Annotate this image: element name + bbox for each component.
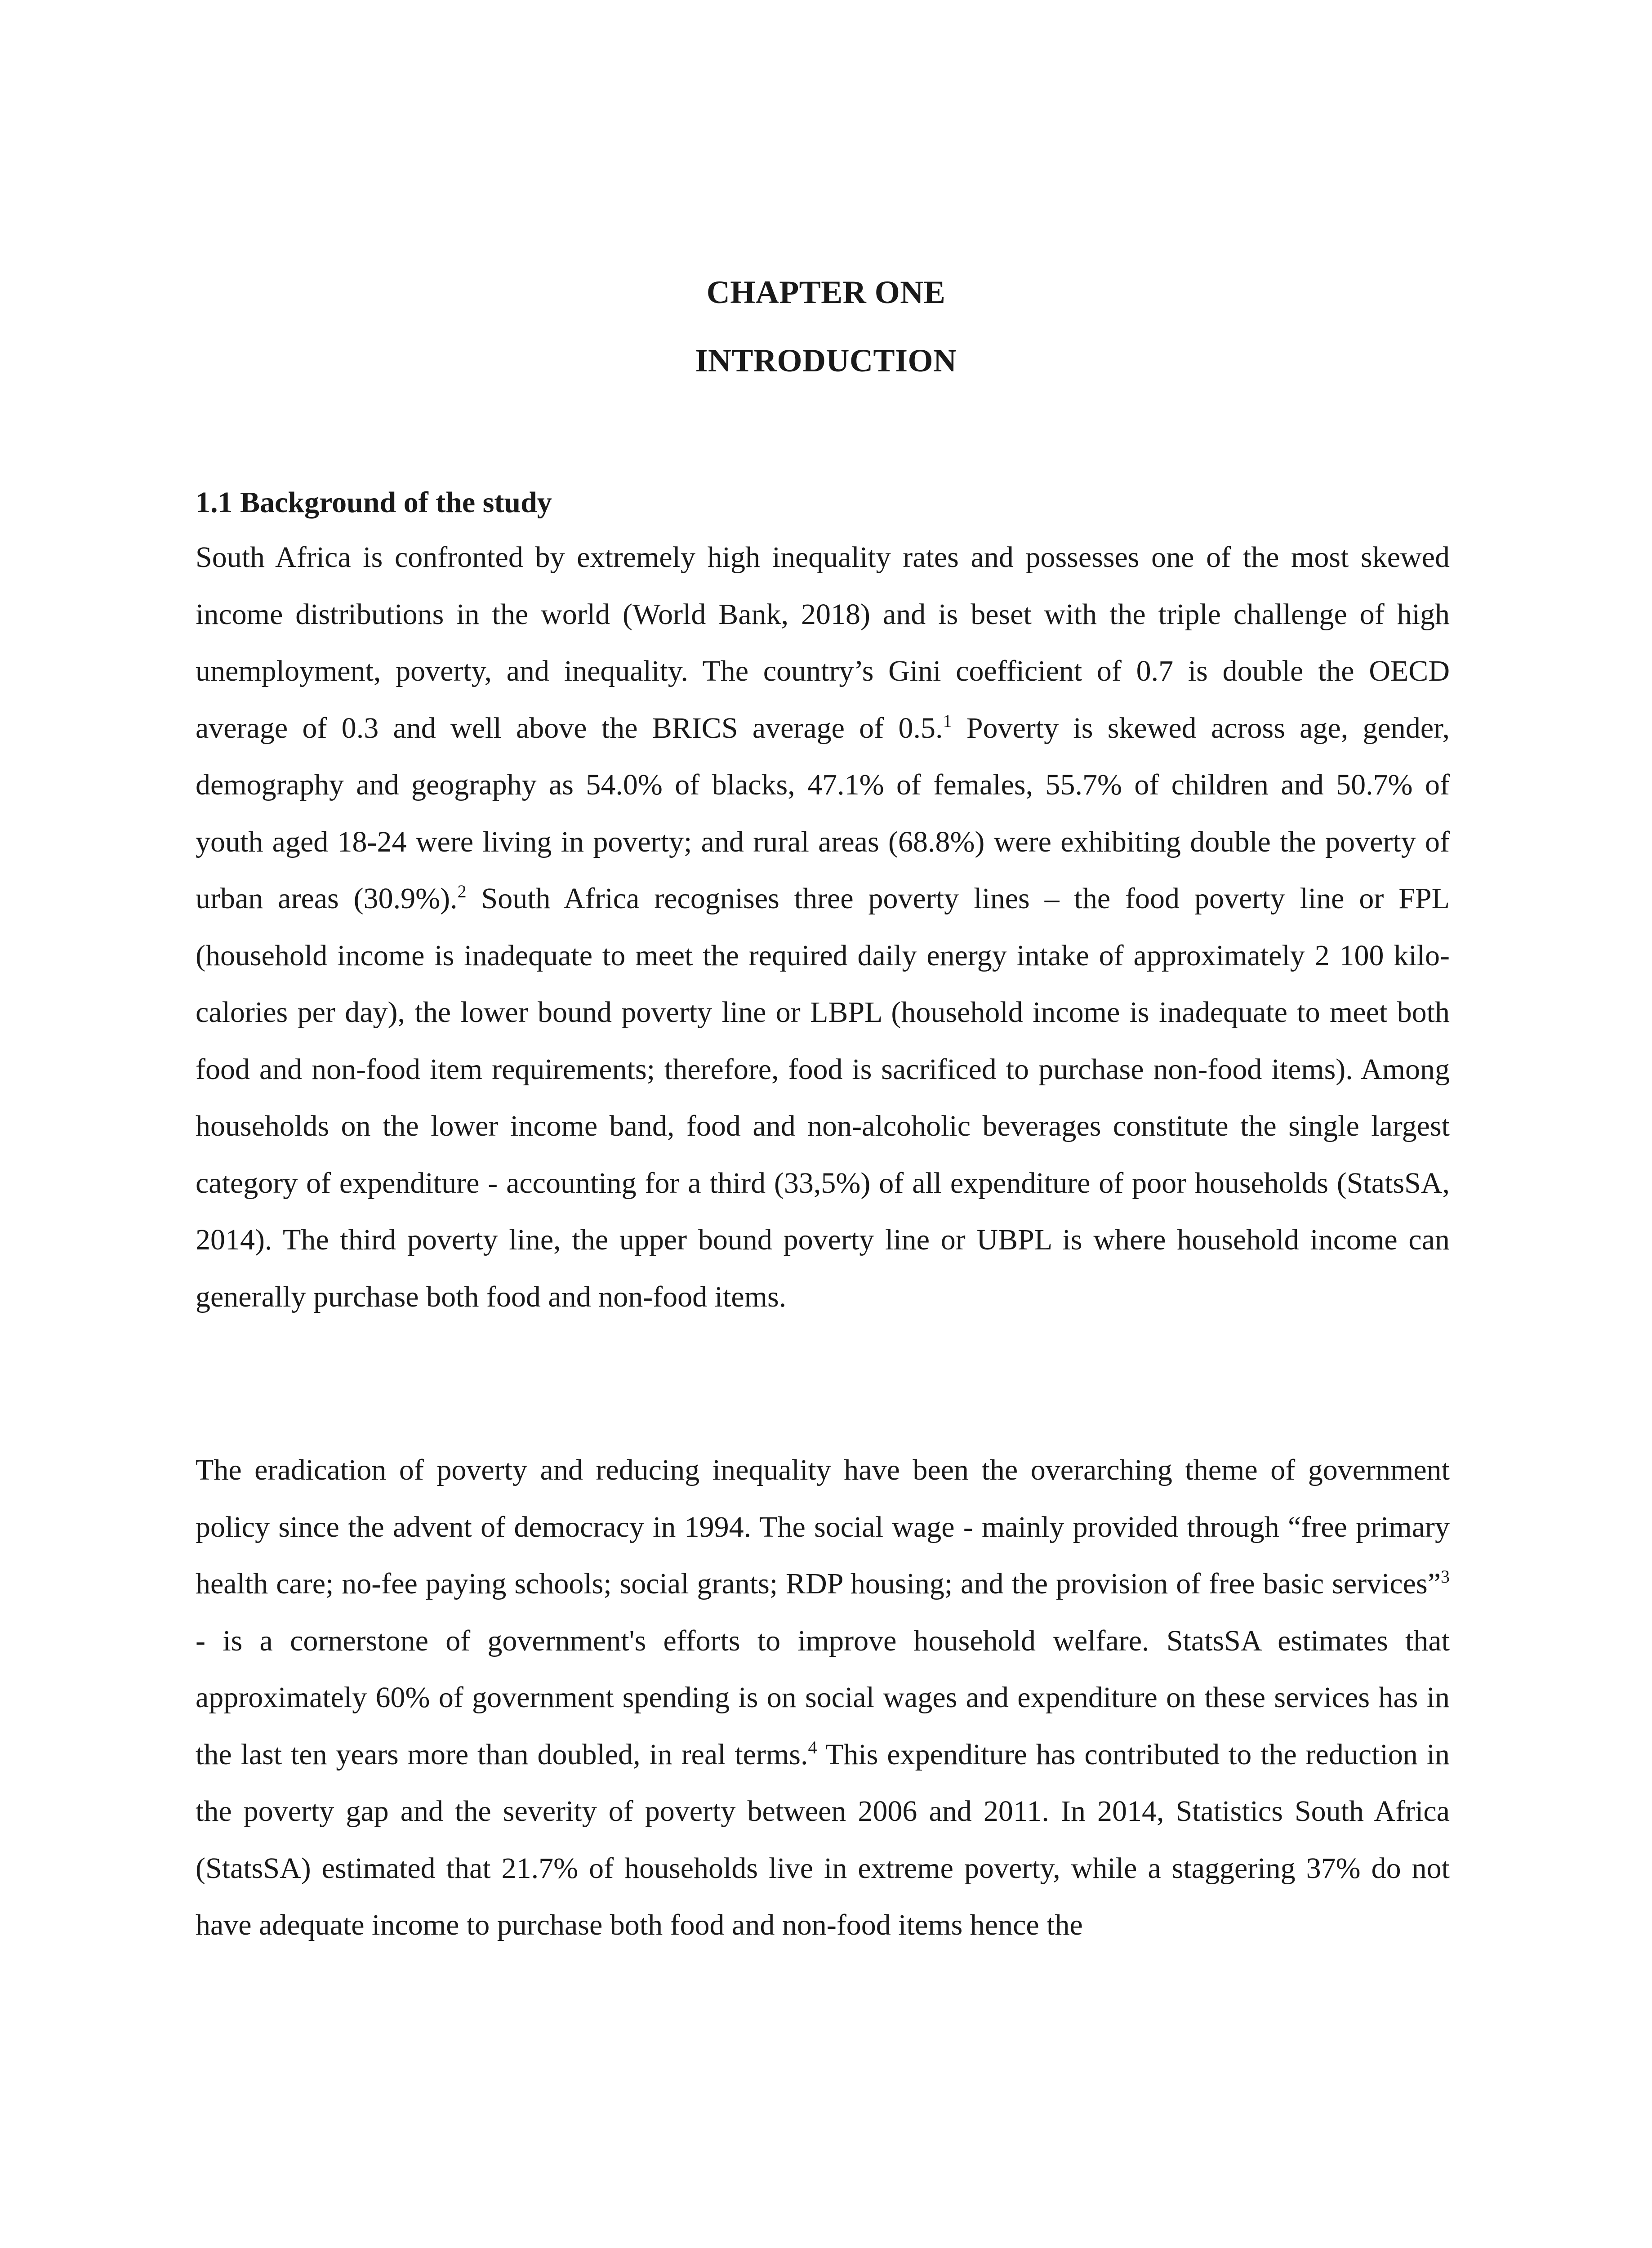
footnote-marker: 2	[457, 881, 467, 901]
footnote-marker: 4	[808, 1737, 817, 1757]
paragraph-background	[196, 529, 1450, 1325]
paragraph-text: - is a cornerstone of government's efforts to improve household welfare. StatsSA estimates that approximately 60% of government spending is on social wages and expenditure on these services has in the last ten years more than doubled, in real terms.	[196, 1624, 1450, 1771]
chapter-title: INTRODUCTION	[695, 343, 957, 379]
paragraph-policy	[196, 1442, 1450, 1954]
footnote-marker: 3	[1441, 1566, 1450, 1587]
paragraph-text: The eradication of poverty and reducing inequality have been the overarching theme of government policy since the advent of democracy in 1994. The social wage - mainly provided through “free primary health care; no-fee paying schools; social grants; RDP housing; and the provision of free basic services”	[196, 1454, 1450, 1600]
section-title: 1.1 Background of the study	[196, 486, 552, 519]
paragraph-text: Poverty is skewed across age, gender, demography and geography as 54.0% of blacks, 47.1% of females, 55.7% of children and 50.7% of youth aged 18-24 were living in poverty; and rural areas (68.8%) were exhibiting double the poverty of urban areas (30.9%).	[196, 711, 1450, 915]
paragraph-text: South Africa recognises three poverty lines – the food poverty line or FPL (household income is inadequate to meet the required daily energy intake of approximately 2 100 kilo-calories per day), the lower bound poverty line or LBPL (household income is inadequate to meet both food and non-food item requirements; therefore, food is sacrificed to purchase non-food items). Among households on the lower income band, food and non-alcoholic beverages constitute the single largest category of expenditure - accounting for a third (33,5%) of all expenditure of poor households (StatsSA, 2014). The third poverty line, the upper bound poverty line or UBPL is where household income can generally purchase both food and non-food items.	[196, 882, 1450, 1313]
chapter-label: CHAPTER ONE	[706, 274, 946, 310]
footnote-marker: 1	[943, 710, 952, 731]
paragraph-text: South Africa is confronted by extremely high inequality rates and possesses one of the most skewed income distributions in the world (World Bank, 2018) and is beset with the triple challenge of high unemployment, poverty, and inequality. The country’s Gini coefficient of 0.7 is double the OECD average of 0.3 and well above the BRICS average of 0.5.	[196, 541, 1450, 745]
paragraph-text: This expenditure has contributed to the reduction in the poverty gap and the severity of poverty between 2006 and 2011. In 2014, Statistics South Africa (StatsSA) estimated that 21.7% of households live in extreme poverty, while a staggering 37% do not have adequate income to purchase both food and non-food items hence the	[196, 1738, 1450, 1941]
